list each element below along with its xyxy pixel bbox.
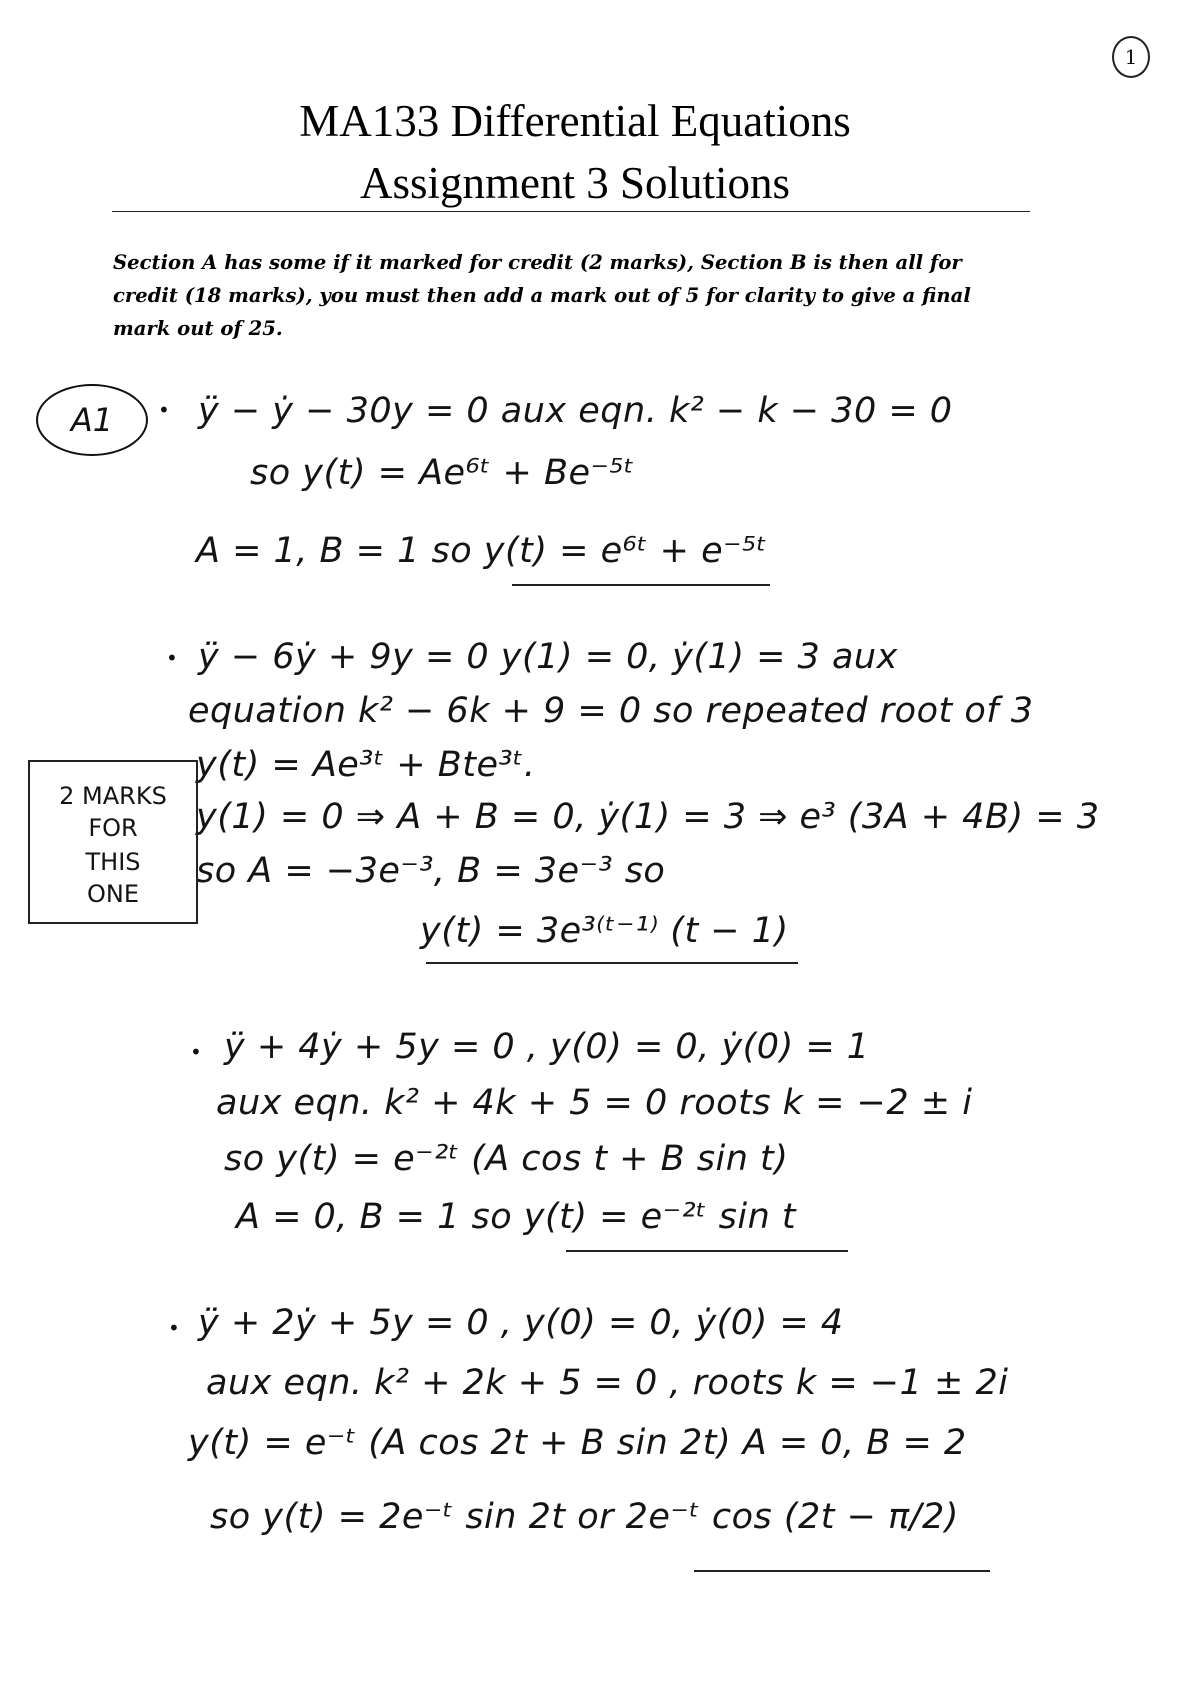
bullet-1: • bbox=[158, 398, 170, 422]
p2-line-4: y(1) = 0 ⇒ A + B = 0, ẏ(1) = 3 ⇒ e³ (3A + 4B) = 3 bbox=[196, 797, 1100, 837]
title-line-2: Assignment 3 Solutions bbox=[359, 158, 791, 208]
p1-answer-underline bbox=[512, 584, 770, 586]
p2-line-1: ÿ − 6ẏ + 9y = 0 y(1) = 0, ẏ(1) = 3 aux bbox=[198, 637, 898, 677]
bullet-4: • bbox=[168, 1316, 180, 1340]
p2-line-5: so A = −3e⁻³, B = 3e⁻³ so bbox=[196, 851, 666, 891]
p4-line-3: y(t) = e⁻ᵗ (A cos 2t + B sin 2t) A = 0, B = 2 bbox=[188, 1423, 967, 1463]
p3-line-1: ÿ + 4ẏ + 5y = 0 , y(0) = 0, ẏ(0) = 1 bbox=[224, 1027, 870, 1067]
p3-line-4: A = 0, B = 1 so y(t) = e⁻²ᵗ sin t bbox=[236, 1197, 797, 1237]
p2-line-6: y(t) = 3e³⁽ᵗ⁻¹⁾ (t − 1) bbox=[420, 911, 789, 951]
p4-line-2: aux eqn. k² + 2k + 5 = 0 , roots k = −1 ± 2i bbox=[206, 1363, 1009, 1403]
p1-line-1: ÿ − ẏ − 30y = 0 aux eqn. k² − k − 30 = 0 bbox=[198, 391, 953, 431]
p4-line-4: so y(t) = 2e⁻ᵗ sin 2t or 2e⁻ᵗ cos (2t − π/2) bbox=[210, 1497, 959, 1537]
page-number-badge: 1 bbox=[1112, 36, 1150, 78]
marks-note-line-2: FOR bbox=[88, 814, 138, 842]
p1-line-2: so y(t) = Ae⁶ᵗ + Be⁻⁵ᵗ bbox=[250, 453, 635, 493]
page-title bbox=[0, 90, 1150, 214]
p3-line-3: so y(t) = e⁻²ᵗ (A cos t + B sin t) bbox=[224, 1139, 789, 1179]
bullet-2: • bbox=[166, 646, 178, 670]
marks-note-line-4: ONE bbox=[86, 880, 139, 908]
p4-answer-underline bbox=[694, 1570, 990, 1572]
marks-note-box bbox=[28, 760, 198, 924]
p2-line-2: equation k² − 6k + 9 = 0 so repeated root of 3 bbox=[188, 691, 1034, 731]
p2-answer-underline bbox=[426, 962, 798, 964]
title-divider bbox=[112, 211, 1030, 212]
marks-note-line-1: 2 MARKS bbox=[59, 782, 167, 810]
p4-line-1: ÿ + 2ẏ + 5y = 0 , y(0) = 0, ẏ(0) = 4 bbox=[198, 1303, 844, 1343]
p1-line-3: A = 1, B = 1 so y(t) = e⁶ᵗ + e⁻⁵ᵗ bbox=[196, 531, 768, 571]
p2-line-3: y(t) = Ae³ᵗ + Bte³ᵗ. bbox=[196, 745, 536, 785]
p3-answer-underline bbox=[566, 1250, 848, 1252]
p3-line-2: aux eqn. k² + 4k + 5 = 0 roots k = −2 ± i bbox=[216, 1083, 973, 1123]
title-line-1: MA133 Differential Equations bbox=[299, 96, 851, 146]
marks-note-line-3: THIS bbox=[85, 848, 141, 876]
bullet-3: • bbox=[190, 1040, 202, 1064]
marking-instructions: Section A has some if it marked for credit (2 marks), Section B is then all for credit (18 marks), you must then add a mark out of 5 for clarity to give a final mark out of 25. bbox=[113, 251, 971, 340]
section-label-a1: A1 bbox=[36, 384, 148, 456]
